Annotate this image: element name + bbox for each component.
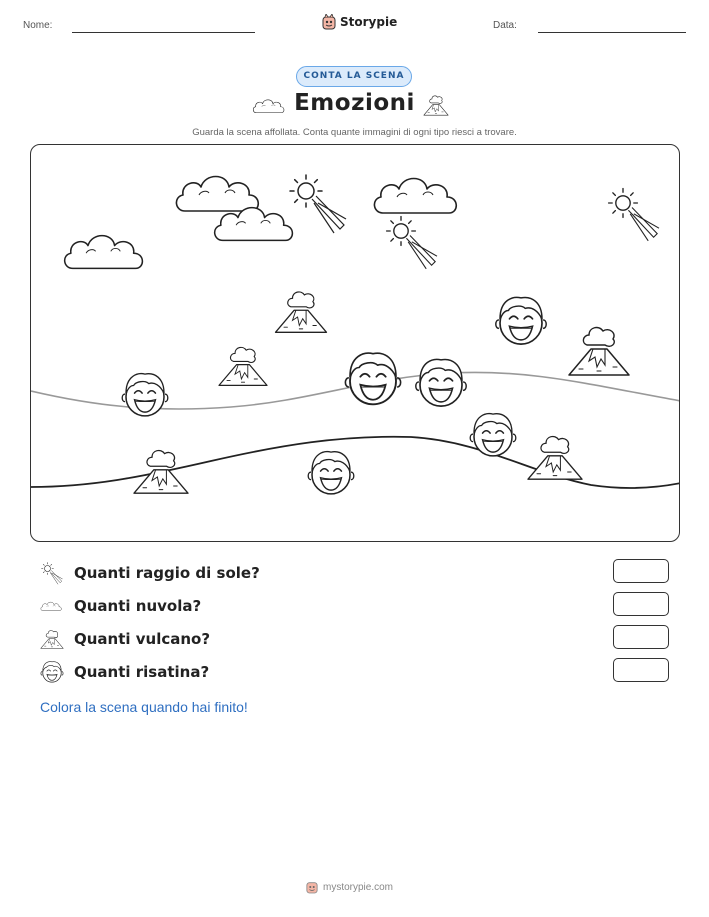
date-line[interactable]	[538, 32, 686, 33]
answer-box-sunbeam[interactable]	[613, 559, 669, 583]
page-title: Emozioni	[294, 90, 415, 116]
question-text: Quanti nuvola?	[74, 597, 202, 615]
answer-box-laughing-face[interactable]	[613, 658, 669, 682]
answer-box-cloud[interactable]	[613, 592, 669, 616]
laughing-face-icon	[496, 297, 546, 344]
question-sunbeam	[40, 561, 260, 585]
brand-name: Storypie	[340, 15, 398, 29]
question-text: Quanti raggio di sole?	[74, 564, 260, 582]
cloud-icon	[40, 594, 64, 618]
volcano-icon	[134, 450, 188, 493]
footer-url[interactable]: mystorypie.com	[323, 881, 394, 893]
question-text: Quanti vulcano?	[74, 630, 211, 648]
mascot-logo-icon	[322, 14, 336, 30]
volcano-icon	[276, 292, 327, 332]
volcano-icon	[528, 436, 582, 479]
laughing-face-icon	[122, 374, 168, 416]
front-hill-line	[31, 437, 680, 488]
counting-scene	[30, 144, 680, 542]
question-volcano	[40, 627, 210, 651]
question-text: Quanti risatina?	[74, 663, 210, 681]
name-line[interactable]	[72, 32, 255, 33]
volcano-icon	[423, 92, 449, 118]
cloud-icon	[215, 208, 293, 241]
scene-illustration	[31, 145, 680, 542]
name-label: Nome:	[23, 20, 53, 31]
laughing-face-icon	[345, 353, 400, 404]
question-cloud	[40, 594, 201, 618]
brand-logo	[322, 14, 397, 30]
footer	[306, 880, 393, 894]
volcano-icon	[569, 328, 629, 375]
mascot-logo-icon	[306, 880, 318, 894]
answer-box-volcano[interactable]	[613, 625, 669, 649]
cloud-icon	[65, 236, 143, 269]
laughing-face-icon	[40, 660, 64, 684]
question-laughing-face	[40, 660, 209, 684]
sunbeam-icon	[40, 561, 64, 585]
date-label: Data:	[493, 20, 517, 31]
laughing-face-icon	[416, 359, 466, 406]
sunbeam-icon	[290, 175, 346, 233]
activity-badge: CONTA LA SCENA	[296, 66, 412, 87]
volcano-icon	[40, 627, 64, 651]
volcano-icon	[219, 347, 267, 385]
cloud-icon	[176, 177, 258, 212]
sunbeam-icon	[609, 189, 659, 241]
laughing-face-icon	[308, 452, 354, 494]
cloud-icon	[374, 179, 456, 214]
coloring-instruction: Colora la scena quando hai finito!	[40, 699, 248, 715]
sunbeam-icon	[387, 217, 437, 269]
instructions: Guarda la scena affollata. Conta quante immagini di ogni tipo riesci a trovare.	[192, 127, 517, 138]
